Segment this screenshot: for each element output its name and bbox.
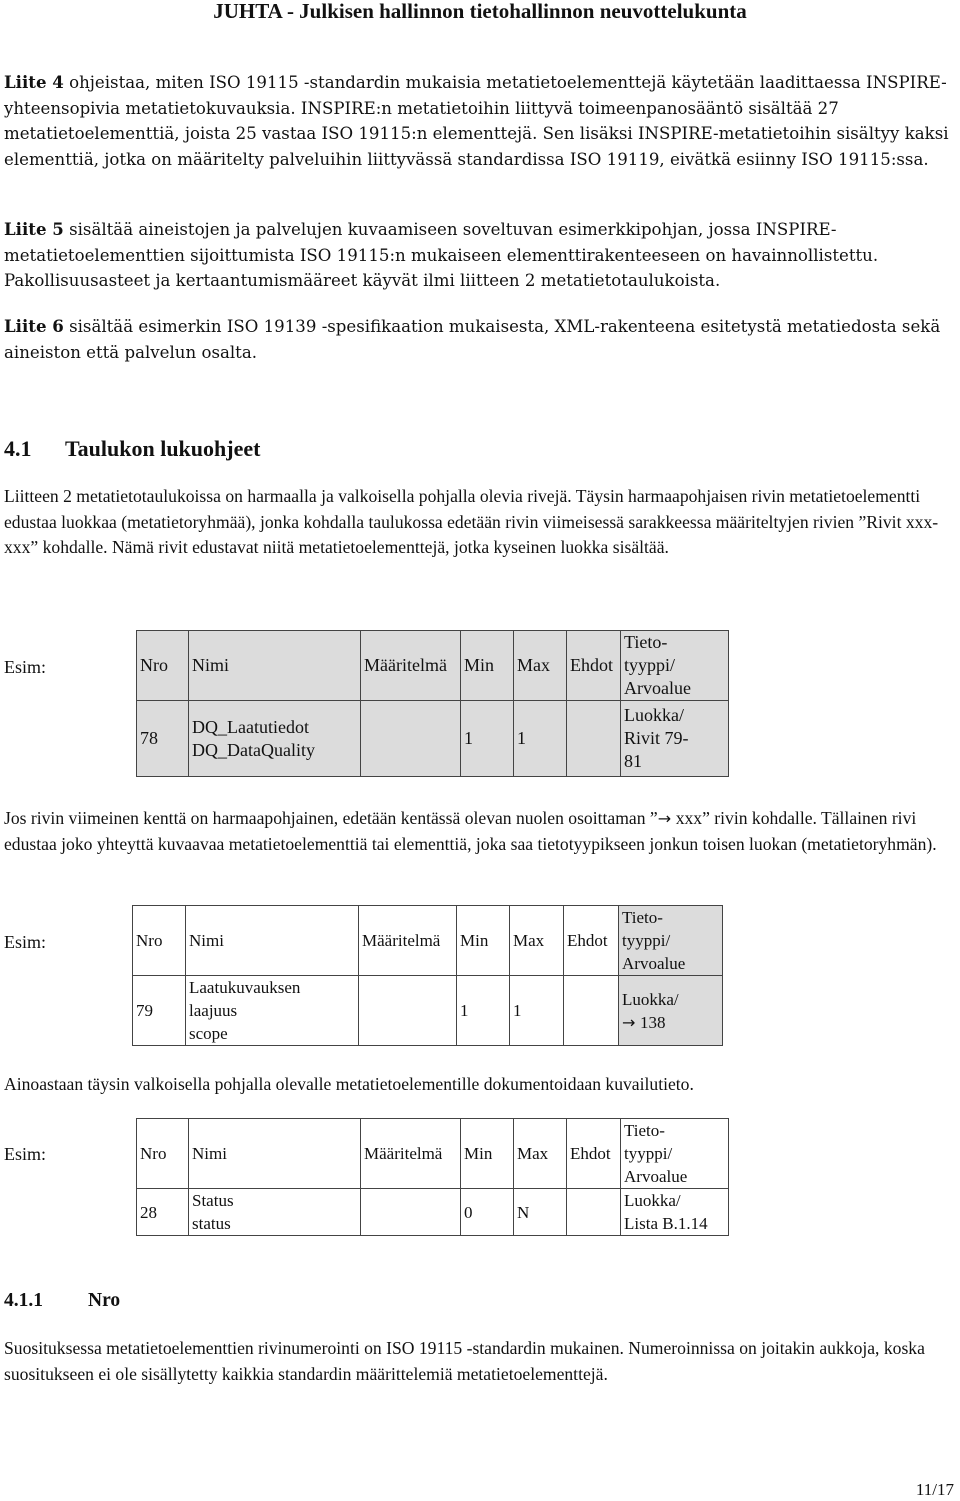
cell-ehdot bbox=[567, 701, 621, 777]
section-title: Taulukon lukuohjeet bbox=[65, 436, 261, 461]
liite-5-text: sisältää aineistojen ja palvelujen kuvaamiseen soveltuvan esimerkkipohjan, jossa INSPIRE-metatietoelementtien sijoittumista ISO 19115:n mukaiseen elementtirakenteeseen on havainnollistettu. Pakollisuusasteet ja kertaantumismääreet käyvät ilmi liitteen 2 metatietotaulukoista. bbox=[4, 220, 879, 290]
cell-nimi: Status status bbox=[189, 1189, 361, 1236]
col-nimi: Nimi bbox=[189, 1119, 361, 1189]
cell-nimi: Laatukuvauksen laajuus scope bbox=[186, 976, 359, 1046]
col-min: Min bbox=[461, 631, 514, 701]
col-nimi: Nimi bbox=[189, 631, 361, 701]
arrow-text-before: Jos rivin viimeinen kenttä on harmaapohjainen, edetään kentässä olevan nuolen osoittaman ” bbox=[4, 808, 658, 828]
cell-tietotyyppi: Luokka/ → 138 bbox=[619, 976, 723, 1046]
paragraph-reading-instructions: Liitteen 2 metatietotaulukoissa on harmaalla ja valkoisella pohjalla olevia rivejä. Täysin harmaapohjaisen rivin metatietoelementti edustaa luokkaa (metatietoryhmää), jonka kohdalla taulukossa edetään rivin viimeisessä sarakkeessa määriteltyjen rivien ”Rivit xxx-xxx” kohdalle. Nämä rivit edustavat niitä metatietoelementtejä, jotka kyseinen luokka sisältää. bbox=[4, 486, 939, 557]
col-max: Max bbox=[510, 906, 564, 976]
col-min: Min bbox=[461, 1119, 514, 1189]
table-row bbox=[137, 1189, 729, 1236]
cell-tietotyyppi: Luokka/ Lista B.1.14 bbox=[621, 1189, 729, 1236]
cell-min: 0 bbox=[461, 1189, 514, 1236]
paragraph-liite-4 bbox=[4, 70, 952, 172]
col-max: Max bbox=[514, 631, 567, 701]
liite-5-label: Liite 5 bbox=[4, 219, 64, 239]
paragraph-liite-5 bbox=[4, 217, 952, 294]
cell-nro: 28 bbox=[137, 1189, 189, 1236]
liite-4-text: ohjeistaa, miten ISO 19115 -standardin mukaisia metatietoelementtejä käytetään laadittaessa INSPIRE-yhteensopivia metatietokuvauksia. INSPIRE:n metatietoihin liittyvä toimeenpanosääntö sisältää 27 metatietoelementtiä, joista 25 vastaa ISO 19115:n elementtejä. Sen lisäksi INSPIRE-metatietoihin sisältyy kaksi elementtiä, jotka on määritelty palveluihin liittyvässä standardissa ISO 19119, eivätkä esiinny ISO 19115:ssa. bbox=[4, 73, 949, 169]
section-number: 4.1.1 bbox=[4, 1290, 43, 1311]
table-header-row bbox=[137, 631, 729, 701]
col-min: Min bbox=[457, 906, 510, 976]
example-label: Esim: bbox=[4, 657, 47, 677]
col-max: Max bbox=[514, 1119, 567, 1189]
section-number: 4.1 bbox=[4, 436, 32, 461]
cell-maaritelma bbox=[359, 976, 457, 1046]
arrow-right-icon: → bbox=[657, 809, 672, 828]
cell-maaritelma bbox=[361, 1189, 461, 1236]
col-maaritelma: Määritelmä bbox=[361, 631, 461, 701]
cell-min: 1 bbox=[457, 976, 510, 1046]
page-number: 11/17 bbox=[915, 1480, 954, 1499]
col-tietotyyppi: Tieto- tyyppi/ Arvoalue bbox=[621, 631, 729, 701]
paragraph-arrow-explanation bbox=[4, 806, 952, 857]
cell-max: 1 bbox=[510, 976, 564, 1046]
section-title: Nro bbox=[88, 1290, 121, 1311]
col-nro: Nro bbox=[137, 1119, 189, 1189]
cell-ehdot bbox=[564, 976, 619, 1046]
cell-nro: 78 bbox=[137, 701, 189, 777]
cell-nimi: DQ_Laatutiedot DQ_DataQuality bbox=[189, 701, 361, 777]
paragraph-numbering: Suosituksessa metatietoelementtien rivinumerointi on ISO 19115 -standardin mukainen. Numeroinnissa on joitakin aukkoja, koska suositukseen ei ole sisällytetty kaikkia standardin määrittelemiä metatietoelementtejä. bbox=[4, 1338, 925, 1384]
col-tietotyyppi: Tieto- tyyppi/ Arvoalue bbox=[619, 906, 723, 976]
col-nro: Nro bbox=[137, 631, 189, 701]
cell-max: 1 bbox=[514, 701, 567, 777]
cell-min: 1 bbox=[461, 701, 514, 777]
example-table-2 bbox=[132, 905, 723, 1046]
table-header-row bbox=[133, 906, 723, 976]
table-header-row bbox=[137, 1119, 729, 1189]
section-heading-4-1 bbox=[4, 436, 260, 462]
example-label: Esim: bbox=[4, 1144, 47, 1164]
table-row bbox=[137, 701, 729, 777]
table-row bbox=[133, 976, 723, 1046]
example-table-1 bbox=[136, 630, 729, 777]
cell-tietotyyppi: Luokka/ Rivit 79- 81 bbox=[621, 701, 729, 777]
col-ehdot: Ehdot bbox=[567, 1119, 621, 1189]
paragraph-white-rows: Ainoastaan täysin valkoisella pohjalla olevalle metatietoelementille dokumentoidaan kuvailutieto. bbox=[4, 1074, 694, 1094]
col-nro: Nro bbox=[133, 906, 186, 976]
col-ehdot: Ehdot bbox=[564, 906, 619, 976]
example-table-3 bbox=[136, 1118, 729, 1236]
cell-nro: 79 bbox=[133, 976, 186, 1046]
col-maaritelma: Määritelmä bbox=[359, 906, 457, 976]
liite-6-label: Liite 6 bbox=[4, 316, 64, 336]
example-label: Esim: bbox=[4, 932, 47, 952]
liite-4-label: Liite 4 bbox=[4, 72, 64, 92]
col-maaritelma: Määritelmä bbox=[361, 1119, 461, 1189]
col-nimi: Nimi bbox=[186, 906, 359, 976]
cell-max: N bbox=[514, 1189, 567, 1236]
section-heading-4-1-1 bbox=[4, 1289, 120, 1313]
col-ehdot: Ehdot bbox=[567, 631, 621, 701]
arrow-text-after: xxx” rivin kohdalle. Tällainen rivi edustaa joko yhteyttä kuvaavaa metatietoelementtiä tai elementtiä, joka saa tietotyypikseen jonkun toisen luokan (metatietoryhmän). bbox=[4, 808, 937, 854]
cell-ehdot bbox=[567, 1189, 621, 1236]
col-tietotyyppi: Tieto- tyyppi/ Arvoalue bbox=[621, 1119, 729, 1189]
paragraph-liite-6 bbox=[4, 314, 952, 365]
page-header: JUHTA - Julkisen hallinnon tietohallinnon neuvottelukunta bbox=[213, 0, 747, 23]
cell-maaritelma bbox=[361, 701, 461, 777]
liite-6-text: sisältää esimerkin ISO 19139 -spesifikaation mukaisesta, XML-rakenteena esitetystä metatiedosta sekä aineiston että palvelun osalta. bbox=[4, 317, 941, 362]
arrow-right-icon: → bbox=[622, 1012, 636, 1032]
